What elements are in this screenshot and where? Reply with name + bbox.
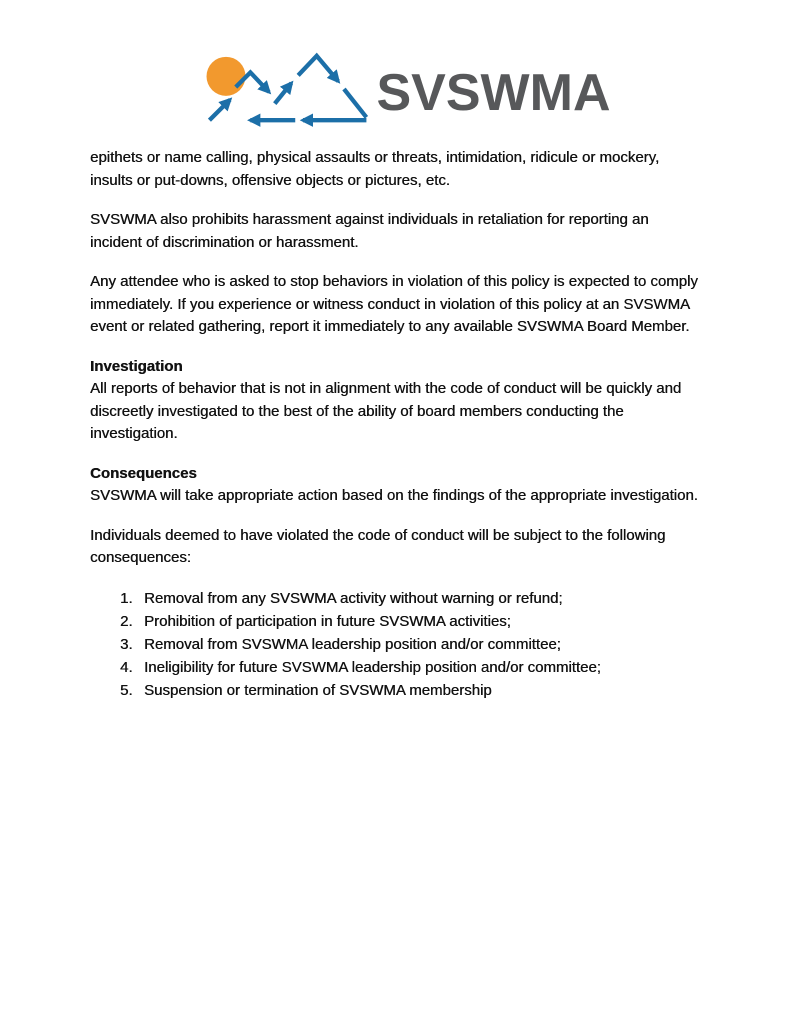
section-consequences [90,463,703,508]
section-investigation [90,356,703,446]
list-item [120,610,703,633]
consequences-list [120,587,703,702]
list-item-text: Ineligibility for future SVSWMA leadership position and/or committee; [144,658,601,676]
svswma-logo [199,50,611,128]
logo-header [0,0,791,128]
consequences-body: SVSWMA will take appropriate action based on the findings of the appropriate investigation. [90,487,698,504]
brand-wordmark: SVSWMA [376,64,611,122]
list-item [120,633,703,656]
list-item [120,587,703,610]
consequences-list-intro: Individuals deemed to have violated the code of conduct will be subject to the following consequences: [90,526,666,566]
list-item-text: Removal from any SVSWMA activity without warning or refund; [144,589,563,607]
list-item-number: 4. [120,658,133,676]
consequences-heading: Consequences [90,464,197,482]
document-body [90,147,703,702]
list-item [120,679,703,702]
list-item-number: 2. [120,612,133,630]
investigation-body: All reports of behavior that is not in alignment with the code of conduct will be quickly and discreetly investigated to the best of the ability of board members conducting the investigation. [90,380,682,442]
investigation-heading: Investigation [90,357,183,375]
paragraph-harassment-examples: epithets or name calling, physical assaults or threats, intimidation, ridicule or mockery, insults or put-downs, offensive objects or pictures, etc. [90,149,660,189]
list-item-text: Prohibition of participation in future SVSWMA activities; [144,612,511,630]
sun-icon [206,57,245,96]
list-item-number: 1. [120,589,133,607]
paragraph-retaliation: SVSWMA also prohibits harassment against individuals in retaliation for reporting an incident of discrimination or harassment. [90,211,649,251]
list-item-text: Removal from SVSWMA leadership position and/or committee; [144,635,561,653]
mountain-recycle-arrows-icon [199,50,371,128]
list-item-text: Suspension or termination of SVSWMA membership [144,681,492,699]
list-item-number: 5. [120,681,133,699]
list-item-number: 3. [120,635,133,653]
list-item [120,656,703,679]
paragraph-attendee-expectations: Any attendee who is asked to stop behaviors in violation of this policy is expected to comply immediately. If you experience or witness conduct in violation of this policy at an SVSWMA event or related gathering, report it immediately to any available SVSWMA Board Member. [90,273,698,335]
